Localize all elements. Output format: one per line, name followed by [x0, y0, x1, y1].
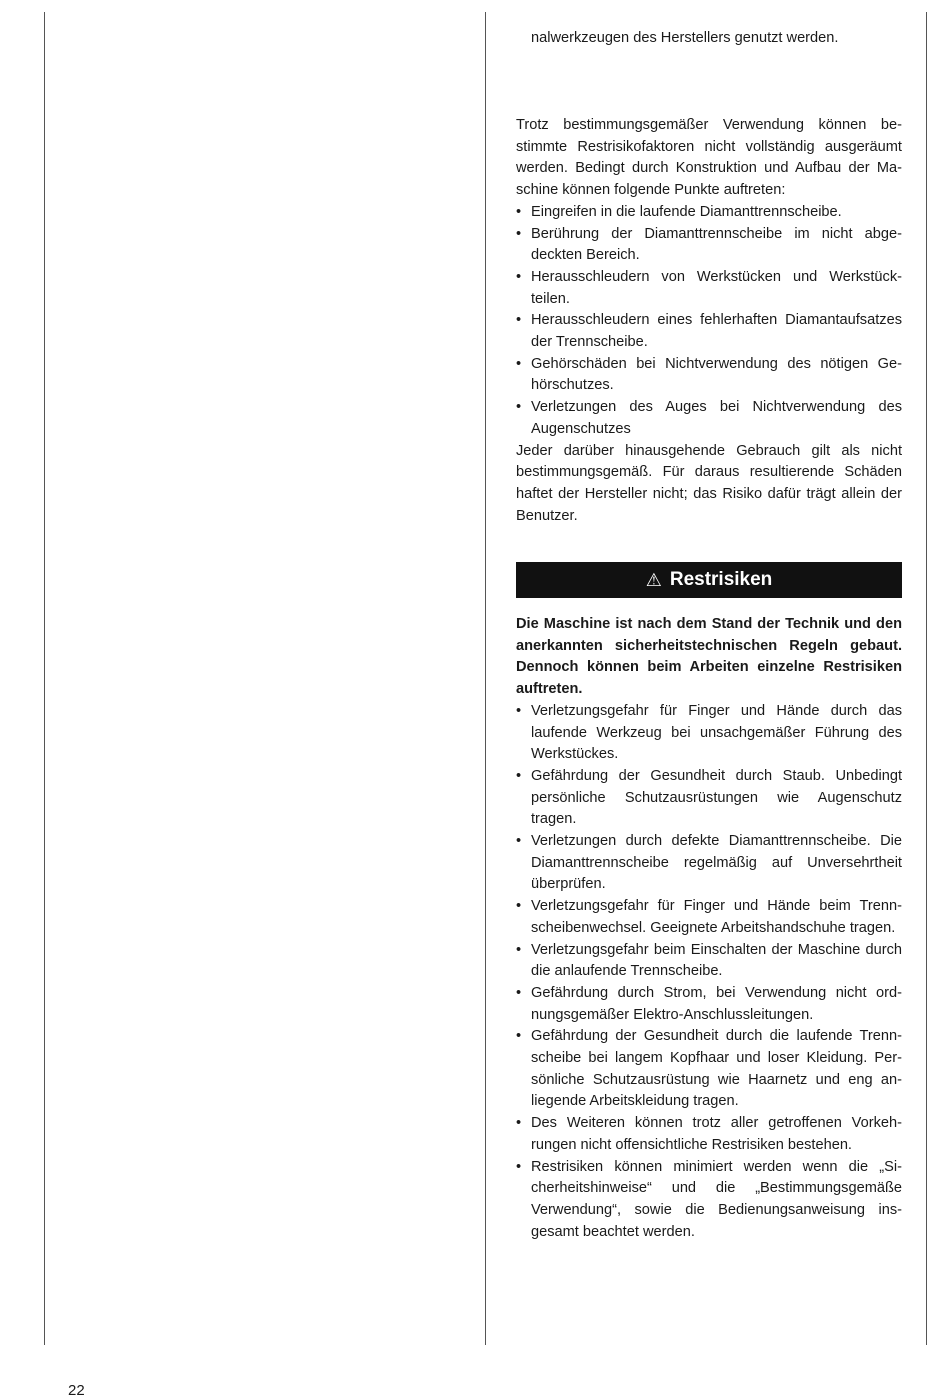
residual-risks-list: [516, 701, 902, 1244]
residual-risks-section: [516, 614, 902, 1243]
warning-triangle-icon: ⚠: [645, 569, 662, 590]
list-item: • Herausschleudern eines fehlerhaften Diamantaufsatzes der Trennscheibe.: [516, 310, 902, 353]
intended-use-outro: Jeder darüber hinausgehende Gebrauch gilt als nicht bestimmungsgemäß. Für daraus resultierende Schäden haftet der Hersteller nicht; das Risiko dafür trägt allein der Benutzer.: [516, 442, 902, 524]
intended-use-intro: Trotz bestimmungsgemäßer Verwendung können bestimmte Restrisikofaktoren nicht vollständig ausgeräumt werden. Bedingt durch Konstruktion und Aufbau der Maschine können folgende Punkte auftreten:: [516, 117, 902, 199]
intended-use-list: [516, 202, 902, 441]
intended-use-section: [516, 115, 902, 527]
residual-risks-lead: Die Maschine ist nach dem Stand der Technik und den anerkannten sicherheitstechnischen Regeln gebaut. Dennoch können beim Arbeiten einzelne Restrisiken auftreten.: [516, 616, 902, 698]
residual-risks-heading: [516, 562, 902, 598]
list-item: • Verletzungen durch defekte Diamanttrennscheibe. Die Diamanttrennscheibe regelmäßig auf Unversehrtheit überprüfen.: [516, 831, 902, 896]
right-column-rule: [926, 12, 927, 1345]
list-item: • Gehörschäden bei Nichtverwendung des nötigen Gehörschutzes.: [516, 354, 902, 397]
page-number: 22: [68, 1382, 85, 1399]
list-item: • Gefährdung durch Strom, bei Verwendung nicht ordnungsgemäßer Elektro-Anschlussleitungen.: [516, 983, 902, 1026]
list-item: • Verletzungsgefahr beim Einschalten der Maschine durch die anlaufende Trennscheibe.: [516, 940, 902, 983]
list-item: • Gefährdung der Gesundheit durch die laufende Trennscheibe bei langem Kopfhaar und loser Kleidung. Persönliche Schutzausrüstung wie Haarnetz und eng anliegende Arbeitskleidung tragen.: [516, 1026, 902, 1113]
center-column-rule: [485, 12, 486, 1345]
list-item: • Verletzungsgefahr für Finger und Hände durch das laufende Werkzeug bei unsachgemäßer Führung des Werkstückes.: [516, 701, 902, 766]
list-item: • Verletzungen des Auges bei Nichtverwendung des Augenschutzes: [516, 397, 902, 440]
list-item: • Des Weiteren können trotz aller getroffenen Vorkehrungen nicht offensichtliche Restrisiken bestehen.: [516, 1113, 902, 1156]
continued-bullet-text: nalwerkzeugen des Herstellers genutzt werden.: [531, 30, 839, 46]
list-item: • Berührung der Diamanttrennscheibe im nicht abgedeckten Bereich.: [516, 224, 902, 267]
left-column-rule: [44, 12, 45, 1345]
residual-risks-title: Restrisiken: [669, 569, 773, 590]
list-item: • Restrisiken können minimiert werden wenn die „Sicherheitshinweise“ und die „Bestimmungsgemäße Verwendung“, sowie die Bedienungsanweisung insgesamt beachtet werden.: [516, 1157, 902, 1244]
list-item: • Herausschleudern von Werkstücken und Werkstückteilen.: [516, 267, 902, 310]
list-item: • Gefährdung der Gesundheit durch Staub. Unbedingt persönliche Schutzausrüstungen wie Augenschutz tragen.: [516, 766, 902, 831]
list-item: • Verletzungsgefahr für Finger und Hände beim Trennscheibenwechsel. Geeignete Arbeitshandschuhe tragen.: [516, 896, 902, 939]
list-item: • Eingreifen in die laufende Diamanttrennscheibe.: [516, 202, 902, 224]
